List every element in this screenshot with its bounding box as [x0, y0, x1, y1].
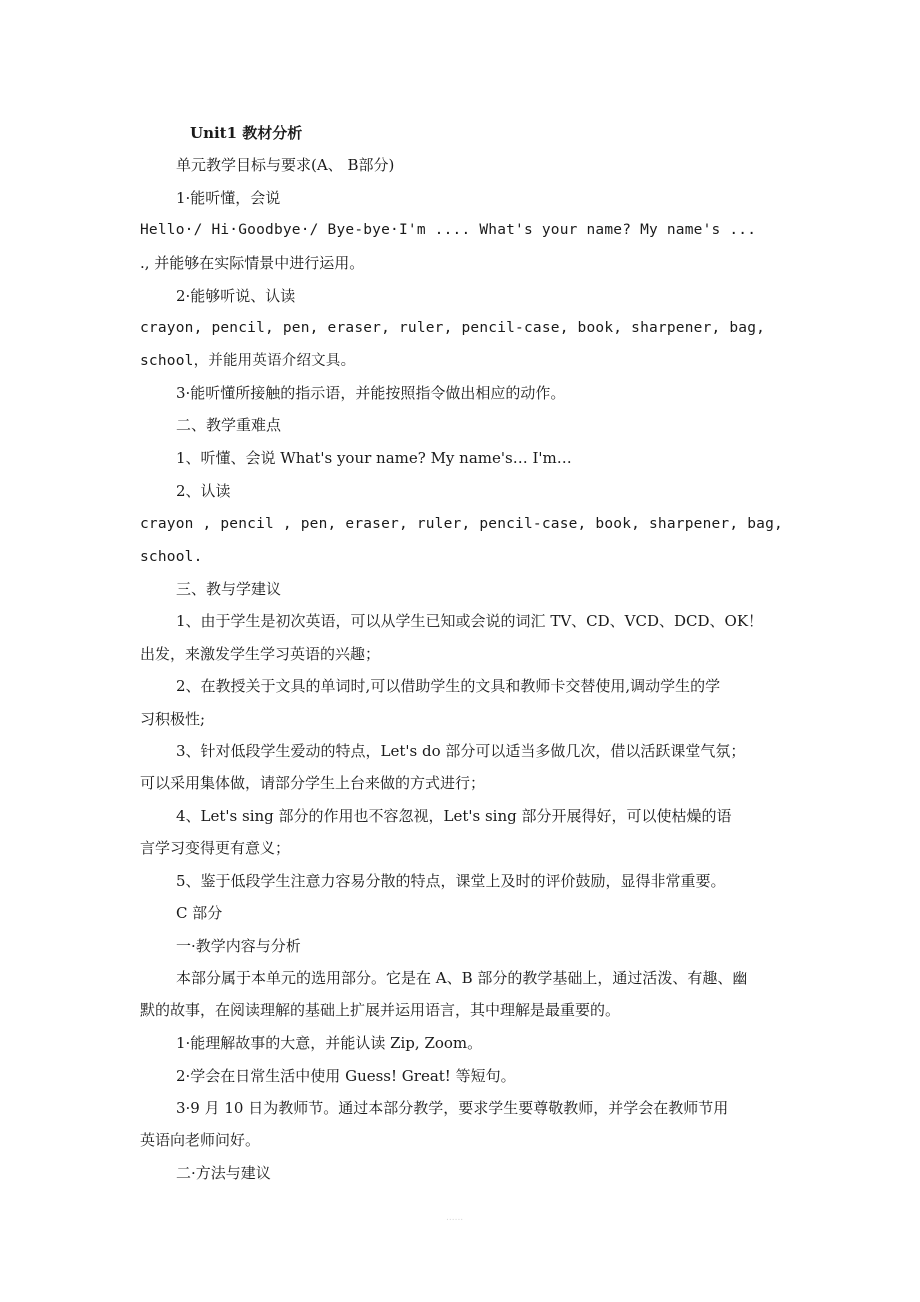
- paragraph-line: Hello·/ Hi·Goodbye·/ Bye-bye·I'm .... What's your name? My name's ...: [140, 222, 757, 238]
- paragraph-line: 出发，来激发学生学习英语的兴趣；: [140, 645, 381, 663]
- paragraph-line: school，并能用英语介绍文具。: [140, 353, 356, 369]
- paragraph-line: crayon , pencil , pen, eraser, ruler, pencil-case, book, sharpener, bag,: [140, 516, 783, 532]
- section-heading-suggestions: 三、教与学建议: [176, 580, 282, 598]
- section-heading-key-points: 二、教学重难点: [176, 416, 282, 434]
- paragraph-line: school.: [140, 549, 203, 565]
- paragraph-line: 4、Let's sing 部分的作用也不容忽视，Let's sing 部分开展得好，可以使枯燥的语: [176, 807, 732, 825]
- paragraph-line: 可以采用集体做，请部分学生上台来做的方式进行；: [140, 774, 486, 792]
- paragraph-line: crayon, pencil, pen, eraser, ruler, pencil-case, book, sharpener, bag,: [140, 320, 766, 336]
- paragraph-line: 言学习变得更有意义；: [140, 839, 291, 857]
- paragraph-line: 1、由于学生是初次英语，可以从学生已知或会说的词汇 TV、CD、VCD、DCD、OK！: [176, 612, 764, 630]
- section-heading-unit-goals: 单元教学目标与要求(A、 B部分): [176, 156, 395, 174]
- paragraph-line: 5、鉴于低段学生注意力容易分散的特点，课堂上及时的评价鼓励，显得非常重要。: [176, 872, 726, 890]
- paragraph-line: 英语向老师问好。: [140, 1131, 261, 1149]
- paragraph-line: 2、在教授关于文具的单词时,可以借助学生的文具和教师卡交替使用,调动学生的学: [176, 677, 721, 695]
- section-heading-content-analysis: 一·教学内容与分析: [176, 937, 301, 955]
- paragraph-line: 2、认读: [176, 482, 231, 500]
- section-heading-part-c: C 部分: [176, 904, 223, 922]
- paragraph-line: 默的故事，在阅读理解的基础上扩展并运用语言，其中理解是最重要的。: [140, 1001, 621, 1019]
- paragraph-line: 1、听懂、会说 What's your name? My name's… I'm…: [176, 449, 572, 467]
- paragraph-line: 3·能听懂所接触的指示语，并能按照指令做出相应的动作。: [176, 384, 566, 402]
- paragraph-line: 1·能听懂，会说: [176, 189, 281, 207]
- document-title: Unit1 教材分析: [190, 124, 303, 142]
- paragraph-line: 习积极性;: [140, 710, 206, 728]
- page-footer-mark: ......: [446, 1213, 464, 1223]
- paragraph-line: 3·9 月 10 日为教师节。通过本部分教学，要求学生要尊敬教师，并学会在教师节用: [176, 1099, 729, 1117]
- paragraph-line: 本部分属于本单元的选用部分。它是在 A、B 部分的教学基础上，通过活泼、有趣、幽: [176, 969, 748, 987]
- paragraph-line: 3、针对低段学生爱动的特点，Let's do 部分可以适当多做几次，借以活跃课堂气氛；: [176, 742, 746, 760]
- paragraph-line: ., 并能够在实际情景中进行运用。: [140, 254, 365, 272]
- section-heading-methods: 二·方法与建议: [176, 1164, 271, 1182]
- paragraph-line: 2·学会在日常生活中使用 Guess! Great! 等短句。: [176, 1067, 516, 1085]
- paragraph-line: 1·能理解故事的大意，并能认读 Zip, Zoom。: [176, 1034, 483, 1052]
- paragraph-line: 2·能够听说、认读: [176, 287, 296, 305]
